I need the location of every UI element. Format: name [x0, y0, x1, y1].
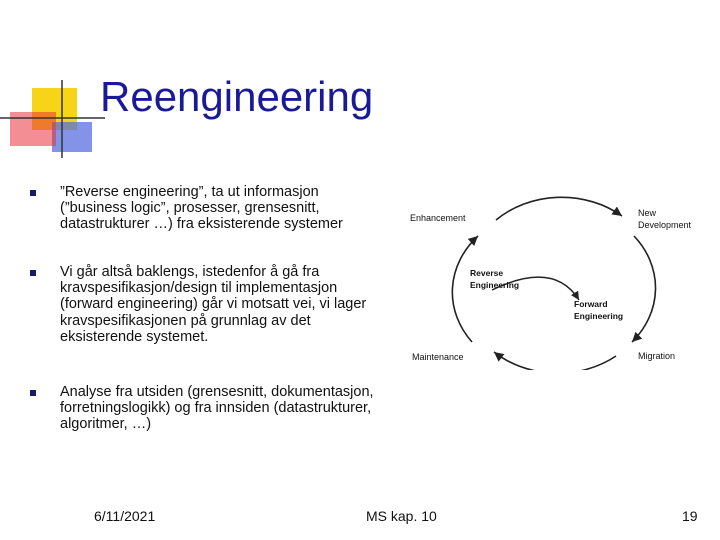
bullet-square-icon [30, 270, 36, 276]
footer-page-number: 19 [682, 508, 698, 524]
label-maintenance: Maintenance [412, 352, 464, 362]
bullet-text: Vi går altså baklengs, istedenfor å gå fra kravspesifikasjon/design til implementasjon (forward engineering) går vi motsatt vei, vi lager kravspesifikasjonen på grunnlag av det eksisterende systemet. [60, 264, 367, 345]
bullet-square-icon [30, 390, 36, 396]
deco-red-square [10, 112, 56, 146]
label-forward-engineering-2: Engineering [574, 311, 624, 321]
reengineering-cycle-diagram [404, 190, 710, 370]
bullet-item [30, 184, 380, 233]
cycle-arc-top [496, 197, 622, 220]
label-enhancement: Enhancement [410, 213, 466, 223]
bullet-item [30, 384, 380, 433]
footer-date: 6/11/2021 [94, 508, 156, 524]
deco-blue-square [52, 122, 92, 152]
label-reverse-engineering-1: Reverse [470, 268, 504, 278]
bullet-text: Analyse fra utsiden (grensesnitt, dokumentasjon, forretningslogikk) og fra innsiden (datastrukturer, algoritmer, …) [60, 384, 374, 433]
title-decoration [0, 0, 110, 170]
cycle-arc-bottom [494, 352, 616, 370]
cycle-arc-right [632, 236, 656, 342]
bullet-item [30, 264, 380, 345]
bullet-text: ”Reverse engineering”, ta ut informasjon (”business logic”, prosesser, grensesnitt, datastrukturer …) fra eksisterende systemer [60, 184, 343, 233]
label-forward-engineering-1: Forward [574, 299, 608, 309]
label-reverse-engineering-2: Engineering [470, 280, 520, 290]
bullet-square-icon [30, 190, 36, 196]
label-new-development-1: New [638, 208, 657, 218]
footer-course: MS kap. 10 [366, 508, 437, 524]
label-new-development-2: Development [638, 220, 692, 230]
slide-title: Reengineering [100, 73, 374, 120]
label-migration: Migration [638, 351, 676, 361]
